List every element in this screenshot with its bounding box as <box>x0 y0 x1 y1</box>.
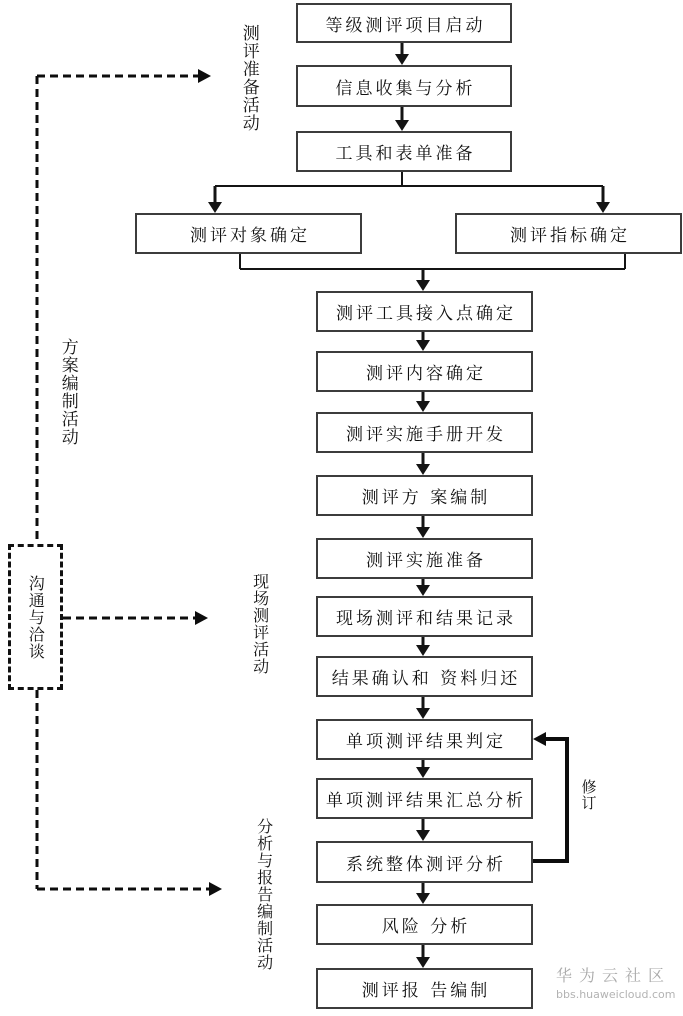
node-tools-forms-prep: 工具和表单准备 <box>296 131 512 172</box>
phase-label-preparation: 测评准备活动 <box>238 24 259 132</box>
node-result-confirmation-return: 结果确认和 资料归还 <box>316 656 533 697</box>
node-manual-development: 测评实施手册开发 <box>316 412 533 453</box>
communication-box <box>8 544 63 690</box>
node-plan-compilation: 测评方 案编制 <box>316 475 533 516</box>
node-onsite-testing-recording: 现场测评和结果记录 <box>316 596 533 637</box>
watermark <box>556 963 675 1001</box>
dashed-communication-lines <box>37 76 209 889</box>
watermark-community: 华为云社区 <box>556 966 672 985</box>
node-info-collection: 信息收集与分析 <box>296 65 512 107</box>
communication-box-label: 沟通与洽谈 <box>26 574 46 660</box>
node-indicator-determination: 测评指标确定 <box>455 213 682 254</box>
phase-label-plan-compilation: 方案编制活动 <box>57 338 78 446</box>
node-risk-analysis: 风险 分析 <box>316 904 533 945</box>
node-implementation-prep: 测评实施准备 <box>316 538 533 579</box>
phase-label-onsite-testing: 现场测评活动 <box>250 573 270 675</box>
watermark-site: bbs.huaweicloud.com <box>556 988 676 1001</box>
dashed-arrowheads <box>195 69 222 896</box>
node-system-overall-analysis: 系统整体测评分析 <box>316 841 533 883</box>
node-tool-access-point: 测评工具接入点确定 <box>316 291 533 332</box>
phase-label-analysis-report: 分析与报告编制活动 <box>254 818 274 971</box>
node-content-determination: 测评内容确定 <box>316 351 533 392</box>
node-single-item-summary-analysis: 单项测评结果汇总分析 <box>316 778 533 819</box>
revision-label: 修订 <box>579 779 598 811</box>
node-single-item-judgment: 单项测评结果判定 <box>316 719 533 760</box>
node-project-start: 等级测评项目启动 <box>296 3 512 43</box>
revision-loop-arrow <box>533 732 567 861</box>
node-target-determination: 测评对象确定 <box>135 213 362 254</box>
node-report-compilation: 测评报 告编制 <box>316 968 533 1009</box>
